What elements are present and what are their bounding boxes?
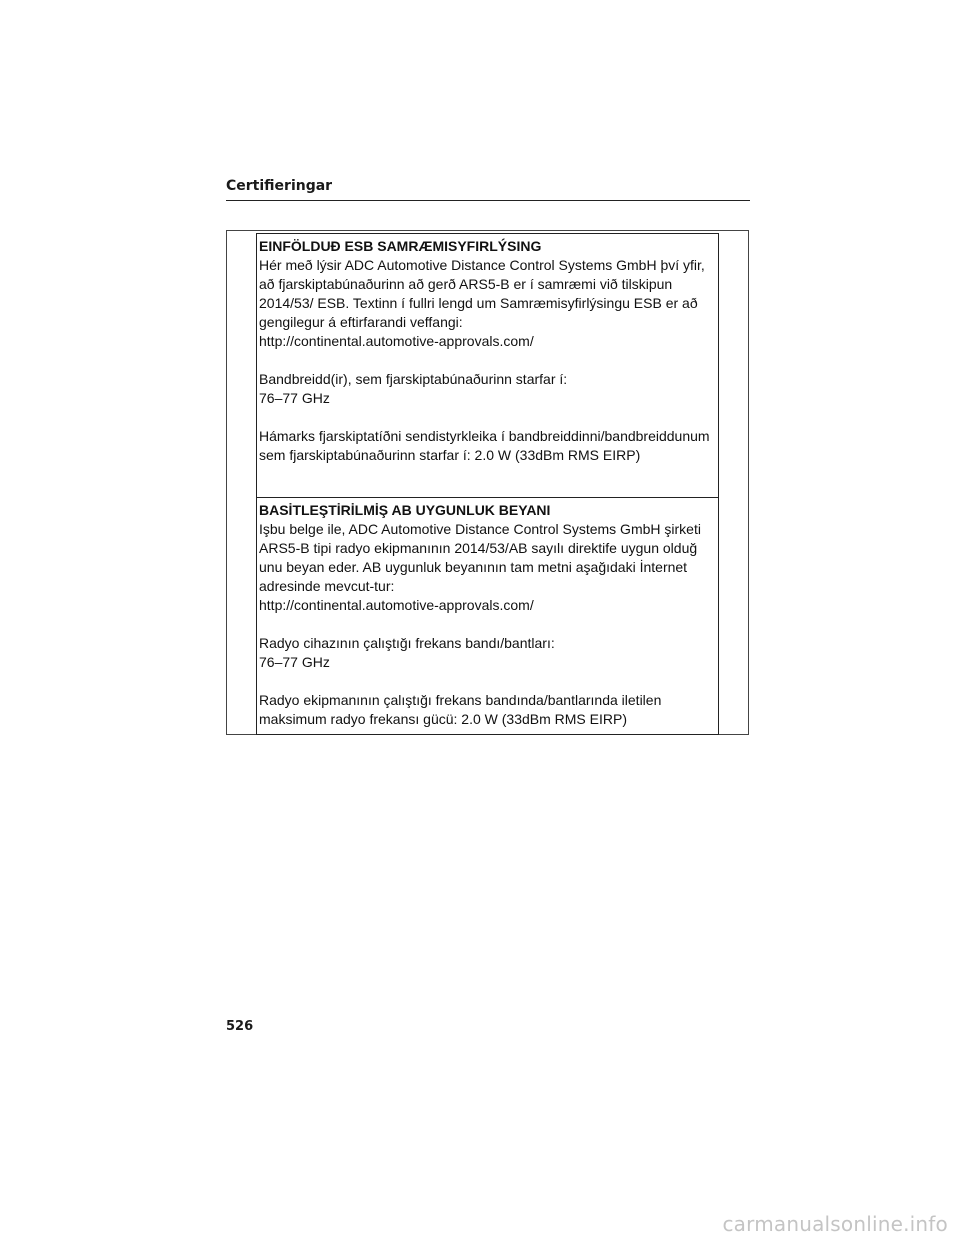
watermark: carmanualsonline.info (722, 1212, 948, 1236)
text-line: Radyo cihazının çalıştığı frekans bandı/bantları: (259, 635, 555, 651)
frequency-band: 76–77 GHz (259, 390, 330, 406)
frequency-band: 76–77 GHz (259, 654, 330, 670)
text-line: adresinde mevcut-tur: (259, 578, 395, 594)
section-header (226, 178, 750, 201)
text-line: Hámarks fjarskiptatíðni sendistyrkleika í bandbreiddinni/bandbreiddunum (259, 428, 710, 444)
text-line: að fjarskiptabúnaðurinn að gerð ARS5-B er í samræmi við tilskipun (259, 276, 673, 292)
declaration-turkish (256, 497, 719, 735)
text-line: 2014/53/ ESB. Textinn í fullri lengd um Samræmisyfirlýsingu ESB er að (259, 295, 698, 311)
paragraph-gap (259, 408, 718, 427)
text-line: Bandbreidd(ir), sem fjarskiptabúnaðurinn starfar í: (259, 371, 568, 387)
text-line: maksimum radyo frekansı gücü: 2.0 W (33dBm RMS EIRP) (259, 711, 627, 727)
text-line: Radyo ekipmanının çalıştığı frekans bandında/bantlarında iletilen (259, 692, 662, 708)
text-line: unu beyan eder. AB uygunluk beyanının tam metni aşağıdaki İnternet (259, 559, 688, 575)
text-line: Işbu belge ile, ADC Automotive Distance Control Systems GmbH şirketi (259, 521, 701, 537)
paragraph-gap (259, 672, 718, 691)
declaration-icelandic (256, 233, 719, 498)
section-title: Certifieringar (226, 178, 333, 194)
text-line: ARS5-B tipi radyo ekipmanının 2014/53/AB sayılı direktife uygun olduğ (259, 540, 698, 556)
declaration-title: BASİTLEŞTİRİLMİŞ AB UYGUNLUK BEYANI (259, 502, 551, 518)
declaration-url: http://continental.automotive-approvals.com/ (259, 333, 534, 349)
declaration-title: EINFÖLDUÐ ESB SAMRÆMISYFIRLÝSING (259, 238, 542, 254)
page-number: 526 (226, 1019, 254, 1034)
paragraph-gap (259, 351, 718, 370)
text-line: sem fjarskiptabúnaðurinn starfar í: 2.0 W (33dBm RMS EIRP) (259, 447, 641, 463)
paragraph-gap (259, 615, 718, 634)
text-line: Hér með lýsir ADC Automotive Distance Control Systems GmbH því yfir, (259, 257, 705, 273)
declaration-url: http://continental.automotive-approvals.com/ (259, 597, 534, 613)
text-line: gengilegur á eftirfarandi veffangi: (259, 314, 463, 330)
